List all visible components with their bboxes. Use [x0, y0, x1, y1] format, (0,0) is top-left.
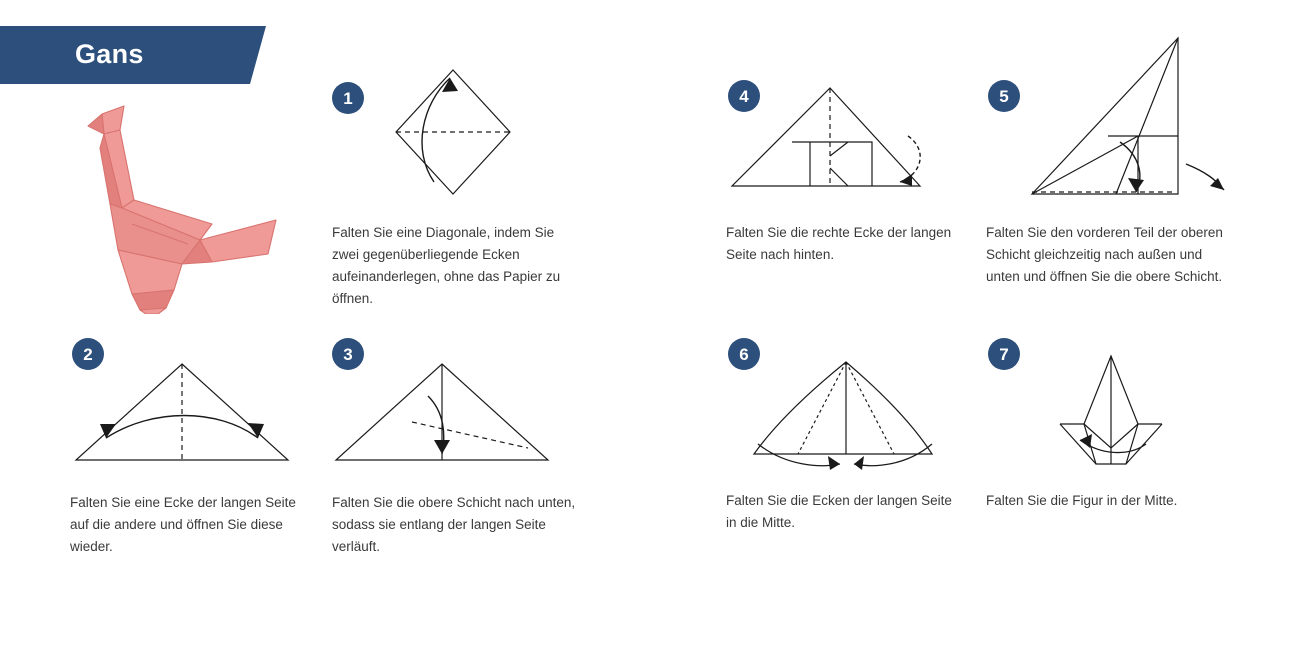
- step-caption-3: Falten Sie die obere Schicht nach unten, sodass sie entlang der langen Seite verläuft.: [332, 495, 576, 554]
- step-caption-2: Falten Sie eine Ecke der langen Seite auf die andere und öffnen Sie diese wieder.: [70, 495, 296, 554]
- step-caption-1: Falten Sie eine Diagonale, indem Sie zwei gegenüberliegende Ecken aufeinanderlegen, ohne das Papier zu öffnen.: [332, 225, 561, 306]
- step-caption-7: Falten Sie die Figur in der Mitte.: [986, 493, 1178, 508]
- step-caption-5: Falten Sie den vorderen Teil der oberen Schicht gleichzeitig nach außen und unten und öffnen Sie die obere Schicht.: [986, 225, 1223, 284]
- title-banner: [0, 26, 250, 84]
- title-banner-tail: [250, 26, 266, 84]
- step-badge-2: 2: [72, 338, 104, 370]
- step-diagram-2: [72, 360, 292, 470]
- page-title: Gans: [75, 39, 144, 69]
- step-badge-6: 6: [728, 338, 760, 370]
- step-badge-4: 4: [728, 80, 760, 112]
- step-badge-3: 3: [332, 338, 364, 370]
- step-diagram-7: [1046, 352, 1176, 477]
- step-badge-1: 1: [332, 82, 364, 114]
- step-diagram-1: [388, 62, 518, 202]
- step-diagram-6: [736, 356, 956, 476]
- step-diagram-3: [332, 360, 552, 470]
- origami-goose-finished-model: [62, 104, 282, 314]
- step-caption-6: Falten Sie die Ecken der langen Seite in die Mitte.: [726, 493, 952, 530]
- step-diagram-4: [722, 78, 942, 198]
- step-diagram-5: [1020, 34, 1240, 204]
- step-badge-7: 7: [988, 338, 1020, 370]
- step-badge-5: 5: [988, 80, 1020, 112]
- step-caption-4: Falten Sie die rechte Ecke der langen Seite nach hinten.: [726, 225, 952, 262]
